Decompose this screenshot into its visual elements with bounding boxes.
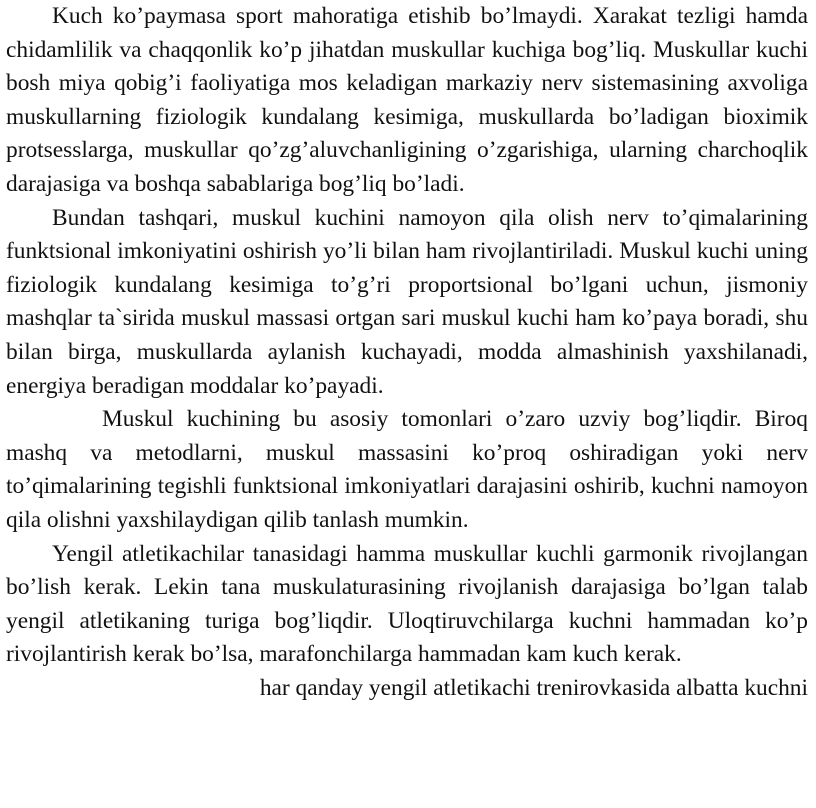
paragraph-4: Yengil atletikachilar tanasidagi hamma muskullar kuchli garmonik rivojlangan bo’lish kerak. Lekin tana muskulaturasining rivojlanish darajasiga bo’lgan talab yengil atletikaning turiga bog’liqdir. Uloqtiruvchilarga kuchni hammadan ko’p rivojlantirish kerak bo’lsa, marafonchilarga hammadan kam kuch kerak. (6, 540, 808, 668)
paragraph-3: Muskul kuchining bu asosiy tomonlari o’zaro uzviy bog’liqdir. Biroq mashq va metodlarni, muskul massasini ko’proq oshiradigan yoki nerv to’qimalarining tegishli funktsional imkoniyatlari darajasini oshirib, kuchni namoyon qila olishni yaxshilaydigan qilib tanlash mumkin. (6, 406, 808, 533)
paragraph-2: Bundan tashqari, muskul kuchini namoyon qila olish nerv to’qimalarining funktsional imkoniyatini oshirish yo’li bilan ham rivojlantiriladi. Muskul kuchi uning fiziologik kundalang kesimiga to’g’ri proportsional bo’lgani uchun, jismoniy mashqlar ta`sirida muskul massasi ortgan sari muskul kuchi ham ko’paya boradi, shu bilan birga, muskullarda aylanish kuchayadi, modda almashinish yaxshilanadi, energiya beradigan moddalar ko’payadi. (6, 204, 808, 399)
paragraph-5-fragment: har qanday yengil atletikachi trenirovkasida albatta kuchni (259, 674, 808, 701)
paragraph-1: Kuch ko’paymasa sport mahoratiga etishib bo’lmaydi. Xarakat tezligi hamda chidamlilik va chaqqonlik ko’p jihatdan muskullar kuchiga bog’liq. Muskullar kuchi bosh miya qobig’i faoliyatiga mos keladigan markaziy nerv sistemasining axvoliga muskullarning fiziologik kundalang kesimiga, muskullarda bo’ladigan bioximik protsesslarga, muskullar qo’zg’aluvchanligining o’zgarishiga, ularning charchoqlik darajasiga va boshqa sabablariga bog’liq bo’ladi. (6, 3, 808, 197)
